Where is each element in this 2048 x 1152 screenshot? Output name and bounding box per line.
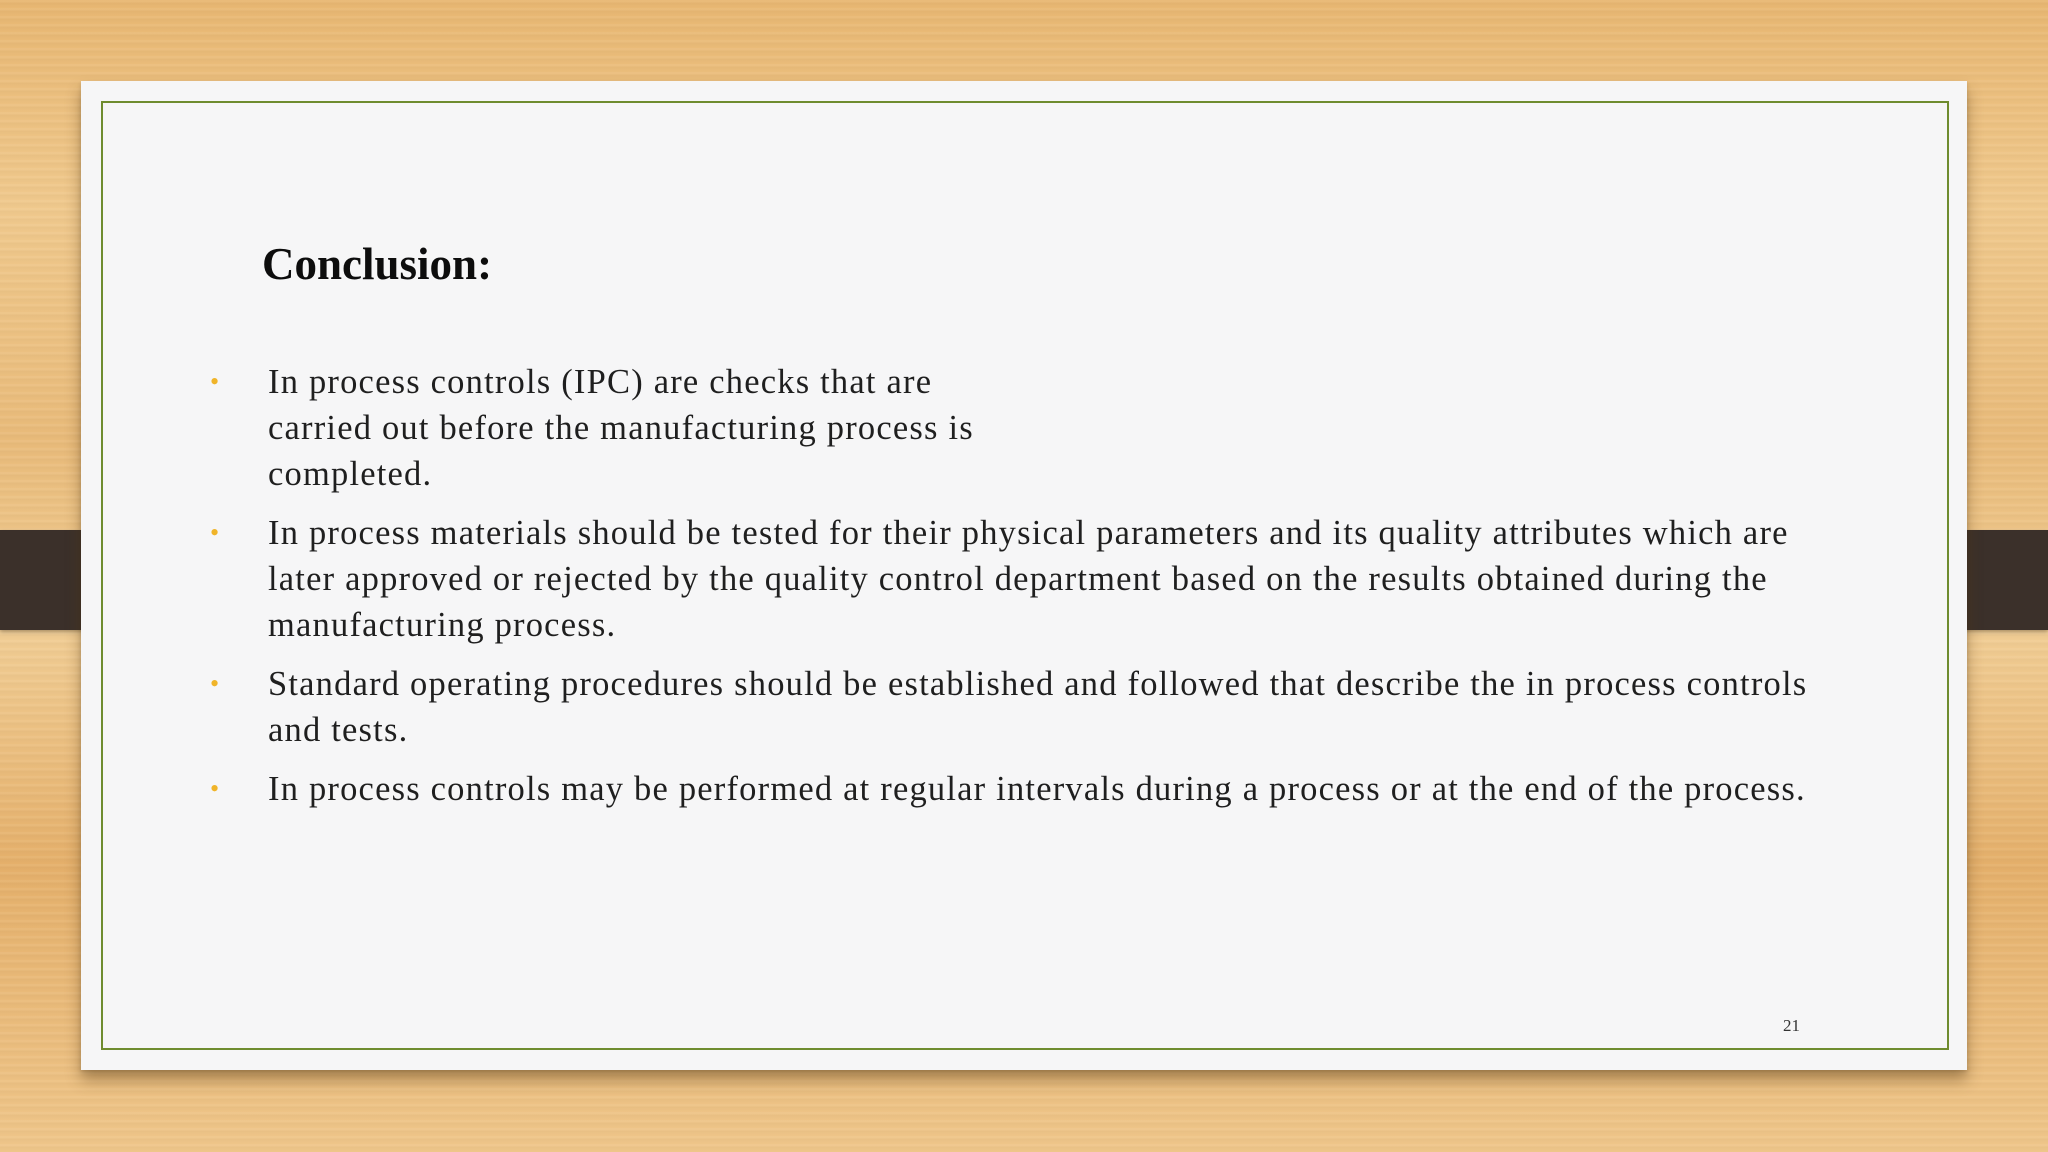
bullet-icon: • — [210, 774, 221, 803]
bullet-text: Standard operating procedures should be established and followed that describe the in process controls and tests. — [268, 665, 1808, 749]
bullet-text: In process materials should be tested for their physical parameters and its quality attributes which are later approved or rejected by the quality control department based on the results obtained during the manufacturing process. — [268, 514, 1789, 644]
bullet-list — [210, 359, 1828, 825]
bullet-item — [210, 661, 1828, 753]
bullet-icon: • — [210, 367, 221, 396]
bullet-item — [210, 510, 1828, 648]
bullet-text: In process controls may be performed at regular intervals during a process or at the end of the process. — [268, 770, 1806, 808]
bullet-icon: • — [210, 669, 221, 698]
bullet-item — [210, 766, 1828, 812]
bullet-item — [210, 359, 1828, 497]
bullet-text: In process controls (IPC) are checks that are carried out before the manufacturing process is completed. — [268, 363, 974, 493]
bullet-icon: • — [210, 518, 221, 547]
slide-title: Conclusion: — [262, 239, 493, 289]
page-number: 21 — [1783, 1016, 1800, 1035]
